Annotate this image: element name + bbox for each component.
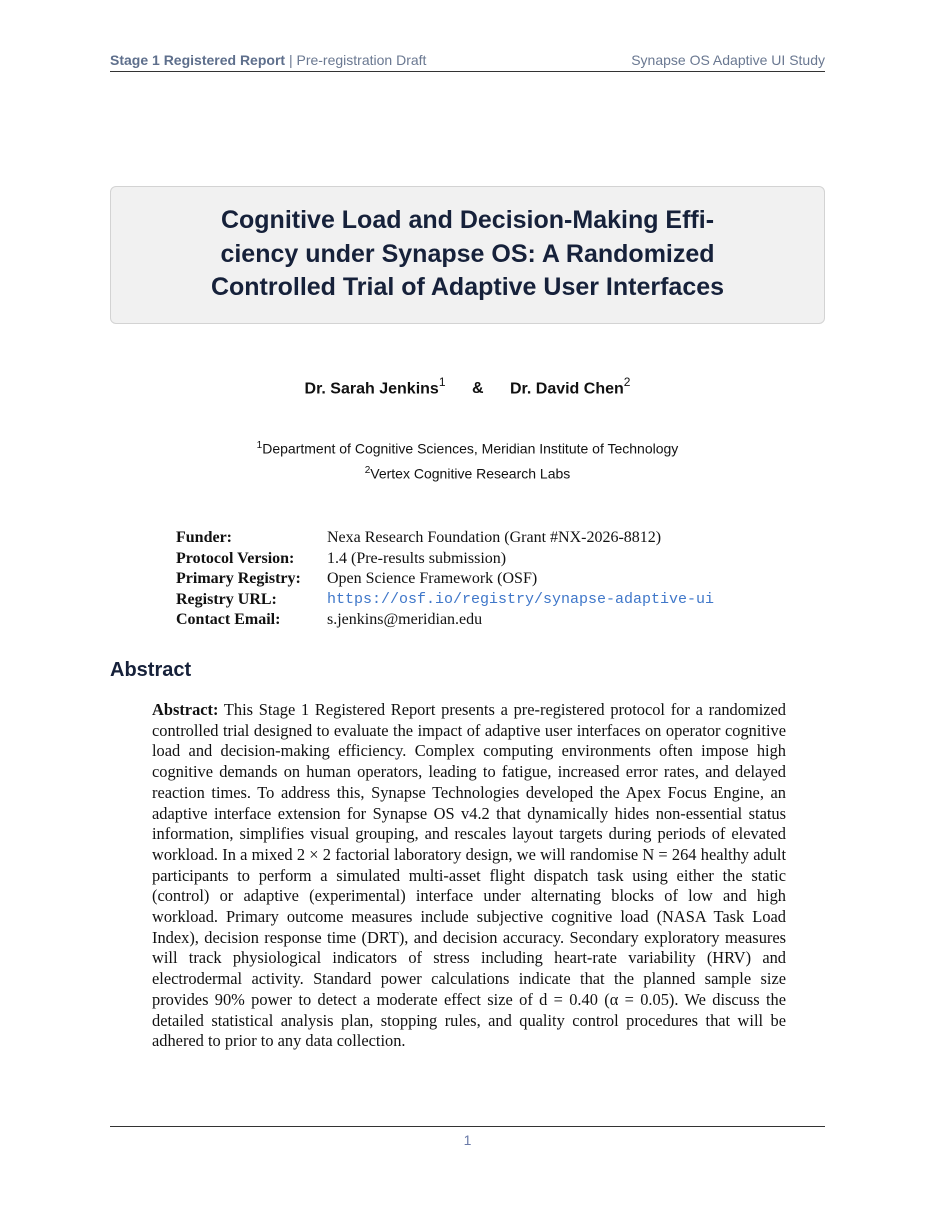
affiliation <box>110 460 825 485</box>
affiliation-text: Department of Cognitive Sciences, Meridian Institute of Technology <box>262 440 679 457</box>
affiliation-text: Vertex Cognitive Research Labs <box>370 465 571 482</box>
meta-row-funder <box>176 528 714 549</box>
meta-value: s.jenkins@meridian.edu <box>327 611 483 629</box>
header-left <box>110 52 426 68</box>
author-affil-mark: 1 <box>438 375 446 389</box>
meta-row-protocol-version <box>176 549 714 570</box>
affiliation-mark: 2 <box>364 464 371 476</box>
meta-label: Contact Email: <box>176 611 281 629</box>
meta-label: Primary Registry: <box>176 570 301 588</box>
footer-rule <box>110 1126 825 1127</box>
protocol-metadata <box>176 528 714 631</box>
abstract-text: This Stage 1 Registered Report presents a pre-registered protocol for a randomized controlled trial designed to evaluate the impact of adaptive user interfaces on operator cognitive load and decision-making efficiency. Complex computing environments often impose high cognitive demands on human operators, leading to fatigue, increased error rates, and delayed reaction times. To address this, Synapse Technologies developed the Apex Focus Engine, an adaptive interface extension for Synapse OS v4.2 that dynamically hides non-essential status information, simplifies visual grouping, and rescales layout targets during periods of elevated workload. In a mixed 2 × 2 factorial laboratory design, we will randomise N = 264 healthy adult participants to perform a simulated multi-asset flight dispatch task using either the static (control) or adaptive (experimental) interface under alternating blocks of low and high workload. Primary outcome measures include subjective cognitive load (NASA Task Load Index), decision response time (DRT), and decision accuracy. Secondary exploratory measures will track physiological indicators of stress including heart-rate variability (HRV) and electrodermal activity. Standard power calculations indicate that the planned sample size provides 90% power to detect a moderate effect size of d = 0.40 (α = 0.05). We discuss the detailed statistical analysis plan, stopping rules, and quality control procedures that will be adhered to prior to any data collection. <box>152 700 786 1051</box>
running-header <box>110 52 825 72</box>
meta-value: Nexa Research Foundation (Grant #NX-2026-8812) <box>327 529 662 546</box>
header-draft-status: Pre-registration Draft <box>296 52 427 68</box>
meta-row-registry-url <box>176 590 714 611</box>
affiliations <box>110 435 825 484</box>
header-report-type: Stage 1 Registered Report <box>110 52 286 68</box>
abstract-label: Abstract: <box>152 700 219 719</box>
meta-row-primary-registry <box>176 569 714 590</box>
registry-url-link[interactable]: https://osf.io/registry/synapse-adaptive-ui <box>327 590 715 608</box>
meta-label: Funder: <box>176 529 232 546</box>
page-number: 1 <box>463 1132 472 1148</box>
affiliation-mark: 1 <box>256 440 263 451</box>
author-separator: & <box>471 380 484 398</box>
meta-label: Protocol Version: <box>176 549 295 567</box>
abstract-heading: Abstract <box>110 659 192 681</box>
meta-label: Registry URL: <box>176 590 277 608</box>
meta-row-contact-email <box>176 610 714 631</box>
meta-value: 1.4 (Pre-results submission) <box>327 549 507 567</box>
header-study-name: Synapse OS Adaptive UI Study <box>631 52 825 68</box>
title-box <box>110 186 825 324</box>
affiliation <box>110 435 825 460</box>
author-name: Dr. David Chen <box>509 380 624 398</box>
author-line <box>110 376 825 398</box>
author-affil-mark: 2 <box>623 375 631 389</box>
header-separator: | <box>285 52 297 68</box>
author-name: Dr. Sarah Jenkins <box>304 380 439 398</box>
abstract-body <box>152 700 786 1052</box>
meta-value: Open Science Framework (OSF) <box>327 570 538 588</box>
paper-title: Cognitive Load and Decision-Making Effi- ciency under Synapse OS: A Randomized Controlled Trial of Adaptive User Interfaces <box>210 206 725 301</box>
